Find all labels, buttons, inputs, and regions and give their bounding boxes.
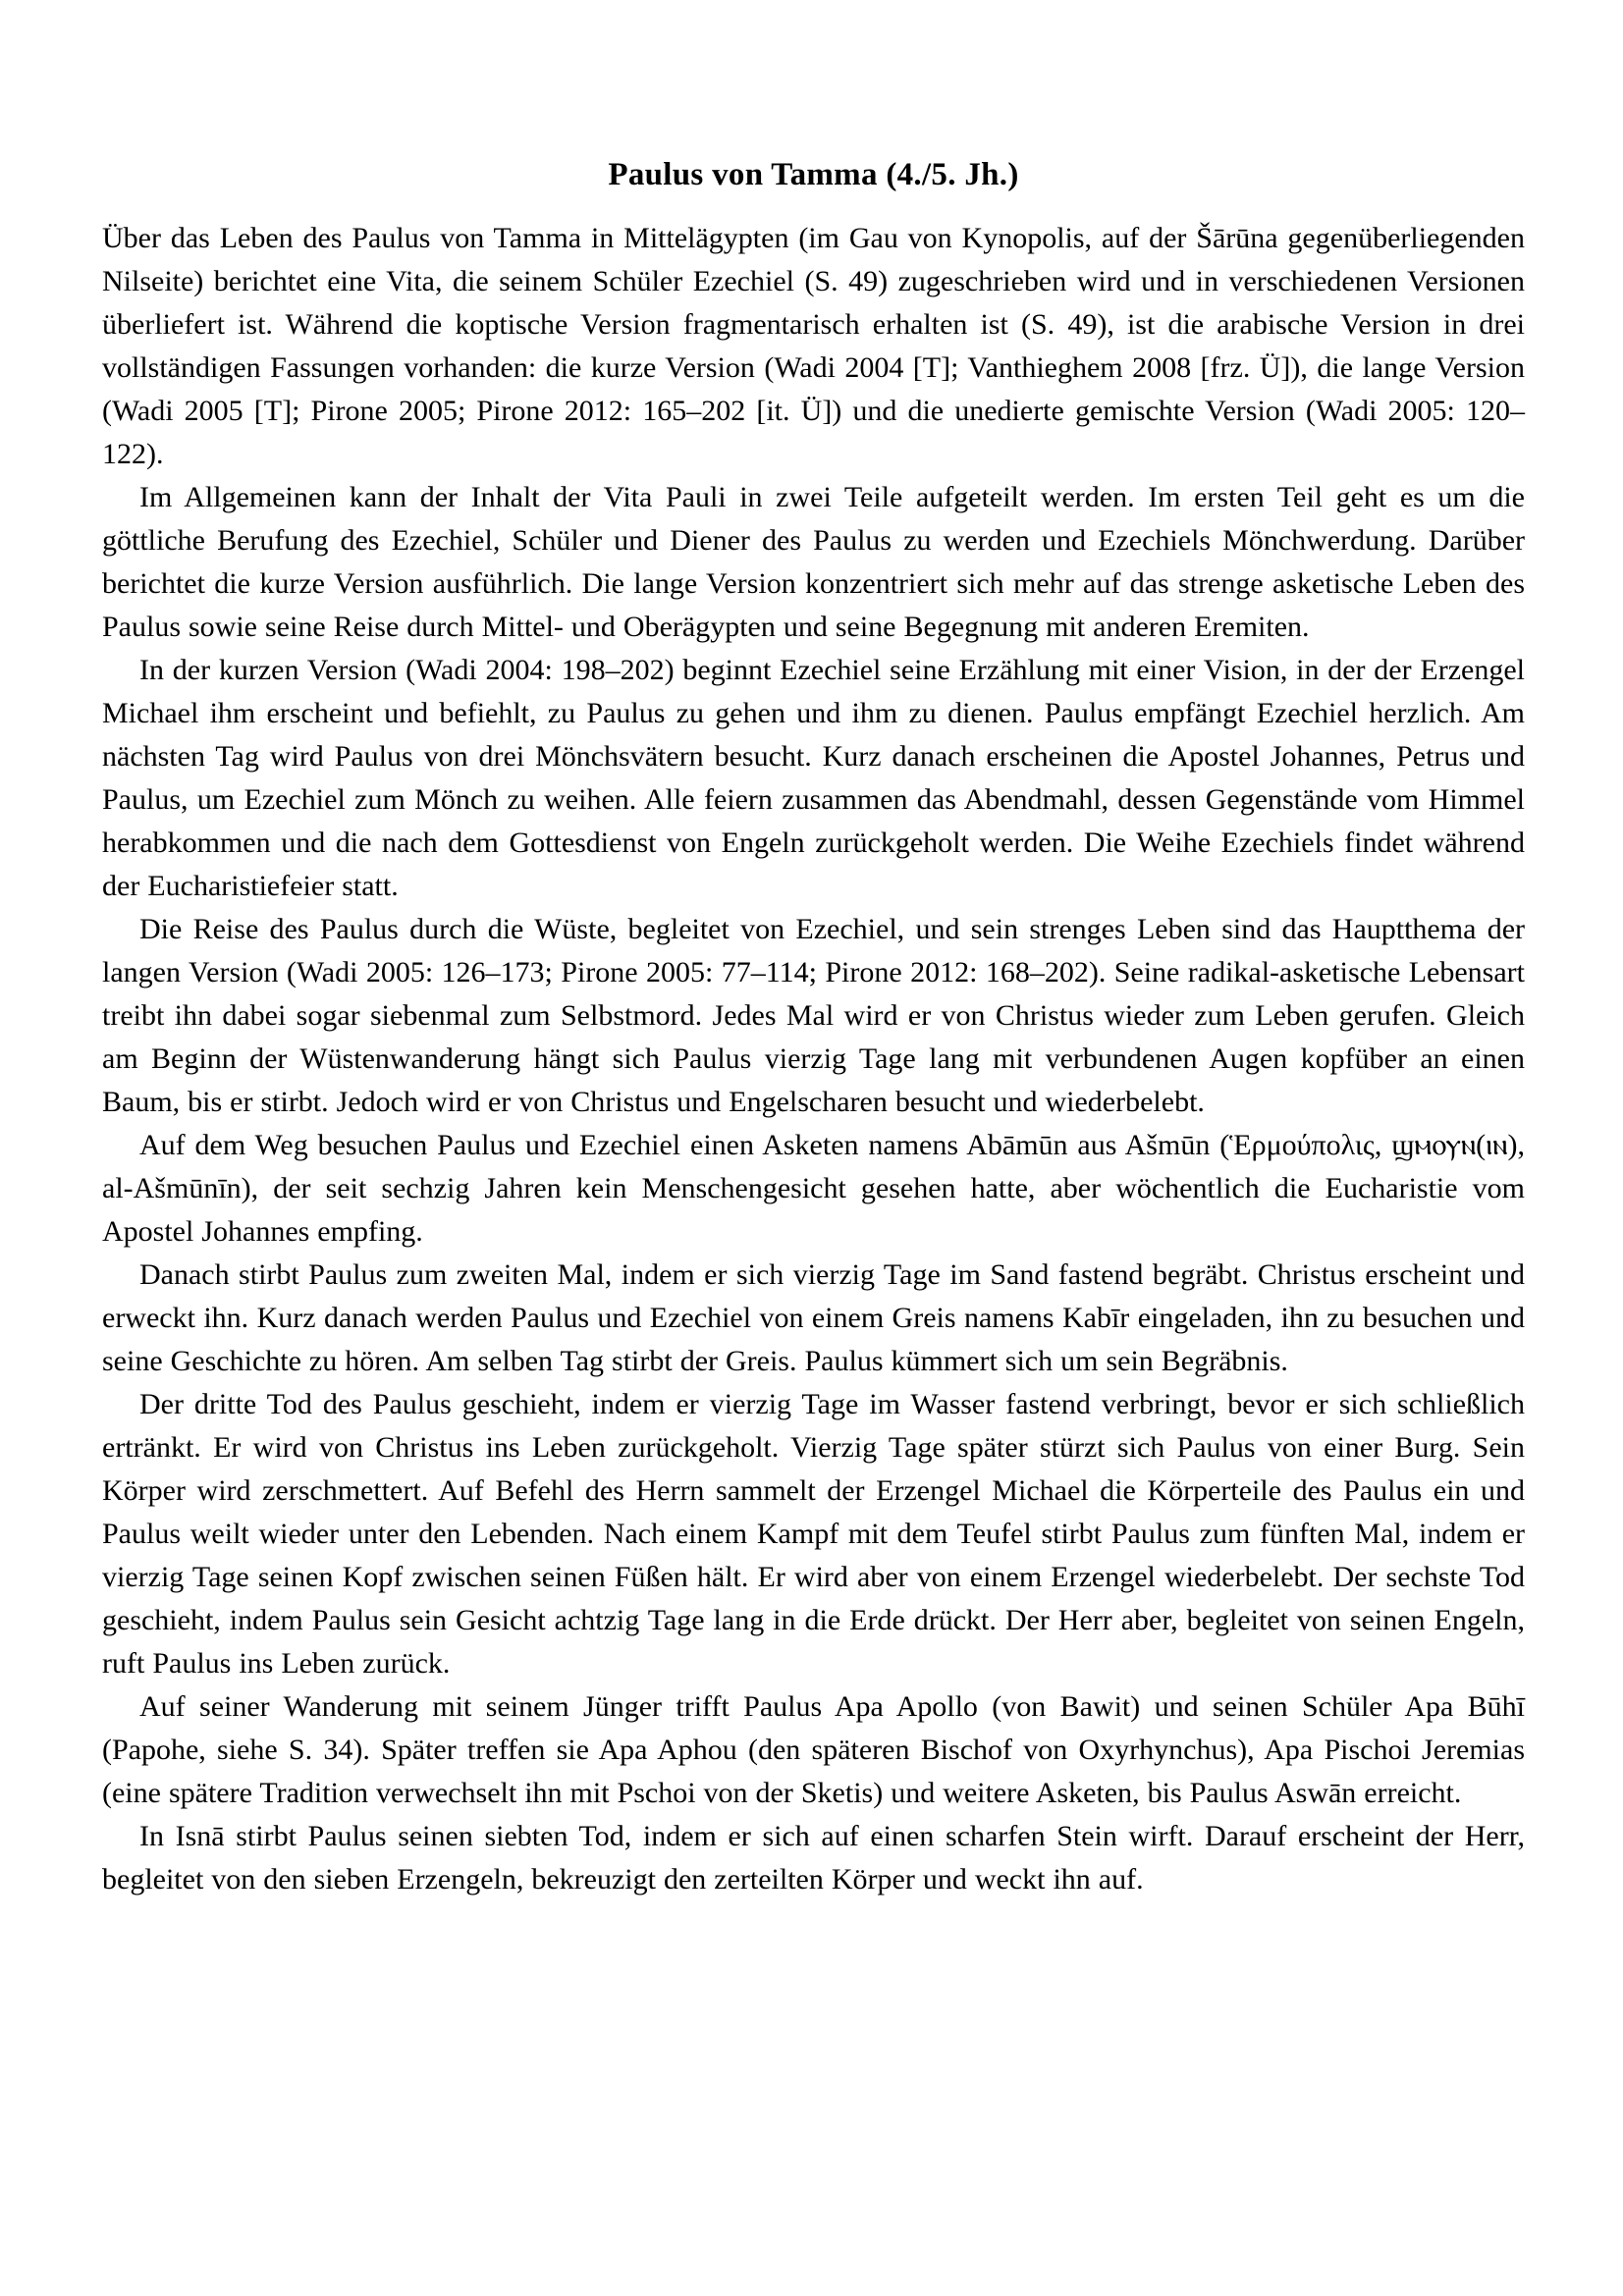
text-block — [102, 157, 1525, 1901]
paragraph: Auf seiner Wanderung mit seinem Jünger trifft Paulus Apa Apollo (von Bawit) und seinen Schüler Apa Būhī (Papohe, siehe S. 34). Später treffen sie Apa Aphou (den späteren Bischof von Oxyrhynchus), Apa Pischoi Jeremias (eine spätere Tradition verwechselt ihn mit Pschoi von der Sketis) und weitere Asketen, bis Paulus Aswān erreicht. — [102, 1690, 1525, 1809]
paragraph: Im Allgemeinen kann der Inhalt der Vita Pauli in zwei Teile aufgeteilt werden. Im ersten Teil geht es um die göttliche Berufung des Ezechiel, Schüler und Diener des Paulus zu werden und Ezechiels Mönchwerdung. Darüber berichtet die kurze Version ausführlich. Die lange Version konzentriert sich mehr auf das strenge asketische Leben des Paulus sowie seine Reise durch Mittel- und Oberägypten und seine Begegnung mit anderen Eremiten. — [102, 481, 1525, 643]
paragraph: Der dritte Tod des Paulus geschieht, indem er vierzig Tage im Wasser fastend verbringt, bevor er sich schließlich ertränkt. Er wird von Christus ins Leben zurückgeholt. Vierzig Tage später stürzt sich Paulus von einer Burg. Sein Körper wird zerschmettert. Auf Befehl des Herrn sammelt der Erzengel Michael die Körperteile des Paulus ein und Paulus weilt wieder unter den Lebenden. Nach einem Kampf mit dem Teufel stirbt Paulus zum fünften Mal, indem er vierzig Tage seinen Kopf zwischen seinen Füßen hält. Er wird aber von einem Erzengel wiederbelebt. Der sechste Tod geschieht, indem Paulus sein Gesicht achtzig Tage lang in die Erde drückt. Der Herr aber, begleitet von seinen Engeln, ruft Paulus ins Leben zurück. — [102, 1388, 1525, 1680]
paragraph: Auf dem Weg besuchen Paulus und Ezechiel einen Asketen namens Abāmūn aus Ašmūn (Ἑρμούπολις, ϣⲙⲟⲩⲛ(ⲓⲛ), al-Ašmūnīn), der seit sechzig Jahren kein Menschengesicht gesehen hatte, aber wöchentlich die Eucharistie vom Apostel Johannes empfing. — [102, 1129, 1525, 1248]
document-body — [102, 217, 1525, 1901]
paragraph: Über das Leben des Paulus von Tamma in Mittelägypten (im Gau von Kynopolis, auf der Šārūna gegenüberliegenden Nilseite) berichtet eine Vita, die seinem Schüler Ezechiel (S. 49) zugeschrieben wird und in verschiedenen Versionen überliefert ist. Während die koptische Version fragmentarisch erhalten ist (S. 49), ist die arabische Version in drei vollständigen Fassungen vorhanden: die kurze Version (Wadi 2004 [T]; Vanthieghem 2008 [frz. Ü]), die lange Version (Wadi 2005 [T]; Pirone 2005; Pirone 2012: 165–202 [it. Ü]) und die unedierte gemischte Version (Wadi 2005: 120–122). — [102, 222, 1525, 470]
paragraph: Danach stirbt Paulus zum zweiten Mal, indem er sich vierzig Tage im Sand fastend begräbt. Christus erscheint und erweckt ihn. Kurz danach werden Paulus und Ezechiel von einem Greis namens Kabīr eingeladen, ihn zu besuchen und seine Geschichte zu hören. Am selben Tag stirbt der Greis. Paulus kümmert sich um sein Begräbnis. — [102, 1258, 1525, 1377]
paragraph: In der kurzen Version (Wadi 2004: 198–202) beginnt Ezechiel seine Erzählung mit einer Vision, in der der Erzengel Michael ihm erscheint und befiehlt, zu Paulus zu gehen und ihm zu dienen. Paulus empfängt Ezechiel herzlich. Am nächsten Tag wird Paulus von drei Mönchsvätern besucht. Kurz danach erscheinen die Apostel Johannes, Petrus und Paulus, um Ezechiel zum Mönch zu weihen. Alle feiern zusammen das Abendmahl, dessen Gegenstände vom Himmel herabkommen und die nach dem Gottesdienst von Engeln zurückgeholt werden. Die Weihe Ezechiels findet während der Eucharistiefeier statt. — [102, 654, 1525, 902]
paragraph: Die Reise des Paulus durch die Wüste, begleitet von Ezechiel, und sein strenges Leben sind das Hauptthema der langen Version (Wadi 2005: 126–173; Pirone 2005: 77–114; Pirone 2012: 168–202). Seine radikal-asketische Lebensart treibt ihn dabei sogar siebenmal zum Selbstmord. Jedes Mal wird er von Christus wieder zum Leben gerufen. Gleich am Beginn der Wüstenwanderung hängt sich Paulus vierzig Tage lang mit verbundenen Augen kopfüber an einen Baum, bis er stirbt. Jedoch wird er von Christus und Engelscharen besucht und wiederbelebt. — [102, 913, 1525, 1118]
paragraph: In Isnā stirbt Paulus seinen siebten Tod, indem er sich auf einen scharfen Stein wirft. Darauf erscheint der Herr, begleitet von den sieben Erzengeln, bekreuzigt den zerteilten Körper und weckt ihn auf. — [102, 1820, 1525, 1896]
page-title: Paulus von Tamma (4./5. Jh.) — [608, 157, 1019, 192]
